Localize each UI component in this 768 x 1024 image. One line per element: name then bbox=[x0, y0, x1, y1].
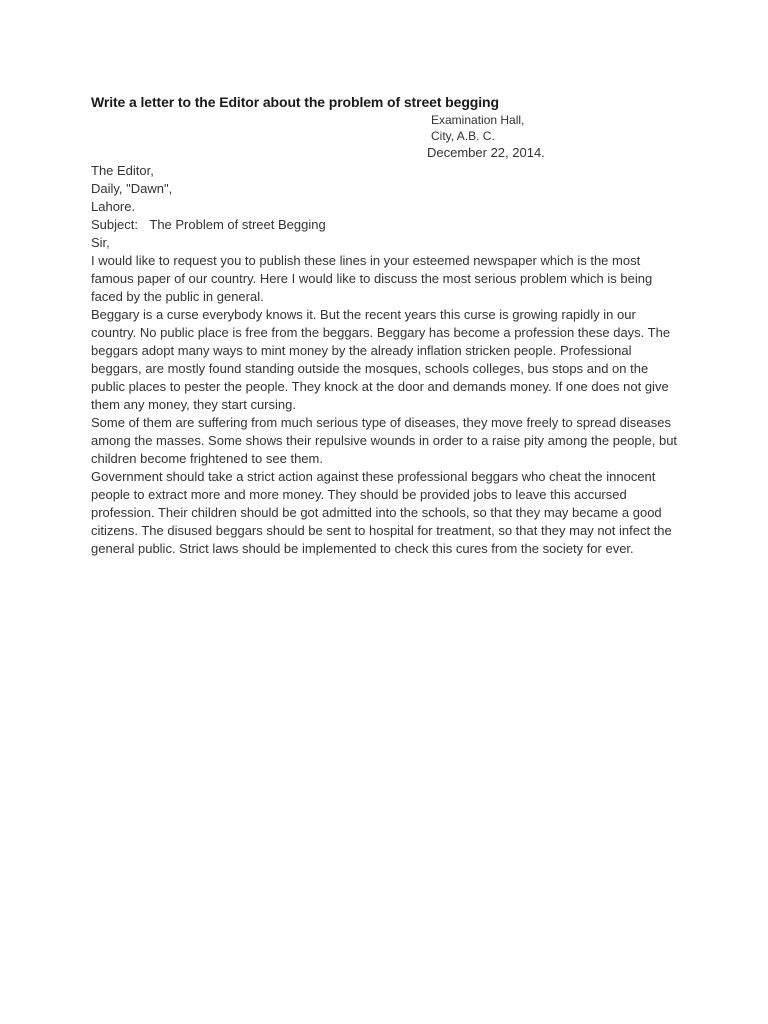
letter-date: December 22, 2014. bbox=[427, 145, 545, 160]
subject-text: The Problem of street Begging bbox=[149, 217, 326, 232]
sender-address-line: Examination Hall, bbox=[431, 113, 525, 127]
paragraph: Beggary is a curse everybody knows it. But the recent years this curse is growing rapidly in our country. No public place is free from the beggars. Beggary has become a profession these days. The beggars adopt many ways to mint money by the already inflation stricken people. Professional beggars, are mostly found standing outside the mosques, schools colleges, bus stops and on the public places to pester the people. They knock at the door and demands money. If one does not give them any money, they start cursing. bbox=[91, 307, 671, 412]
subject-line bbox=[91, 216, 681, 234]
letter-body bbox=[91, 162, 681, 558]
document-title: Write a letter to the Editor about the problem of street begging bbox=[91, 94, 499, 110]
recipient-line: The Editor, bbox=[91, 163, 154, 178]
paragraph: Some of them are suffering from much serious type of diseases, they move freely to spread diseases among the masses. Some shows their repulsive wounds in order to a raise pity among the people, but children become frightened to see them. bbox=[91, 415, 678, 466]
paragraph: Government should take a strict action against these professional beggars who cheat the innocent people to extract more and more money. They should be provided jobs to leave this accursed profession. Their children should be got admitted into the schools, so that they may became a good citizens. The disused beggars should be sent to hospital for treatment, so that they may not infect the general public. Strict laws should be implemented to check this cures from the society for ever. bbox=[91, 469, 672, 556]
sender-address bbox=[431, 112, 524, 144]
recipient-line: Lahore. bbox=[91, 199, 136, 214]
recipient-line: Daily, "Dawn", bbox=[91, 181, 173, 196]
sender-address-line: City, A.B. C. bbox=[431, 129, 495, 143]
subject-label: Subject: bbox=[91, 217, 138, 232]
paragraph: I would like to request you to publish these lines in your esteemed newspaper which is the most famous paper of our country. Here I would like to discuss the most serious problem which is being faced by the public in general. bbox=[91, 253, 653, 304]
salutation: Sir, bbox=[91, 235, 110, 250]
